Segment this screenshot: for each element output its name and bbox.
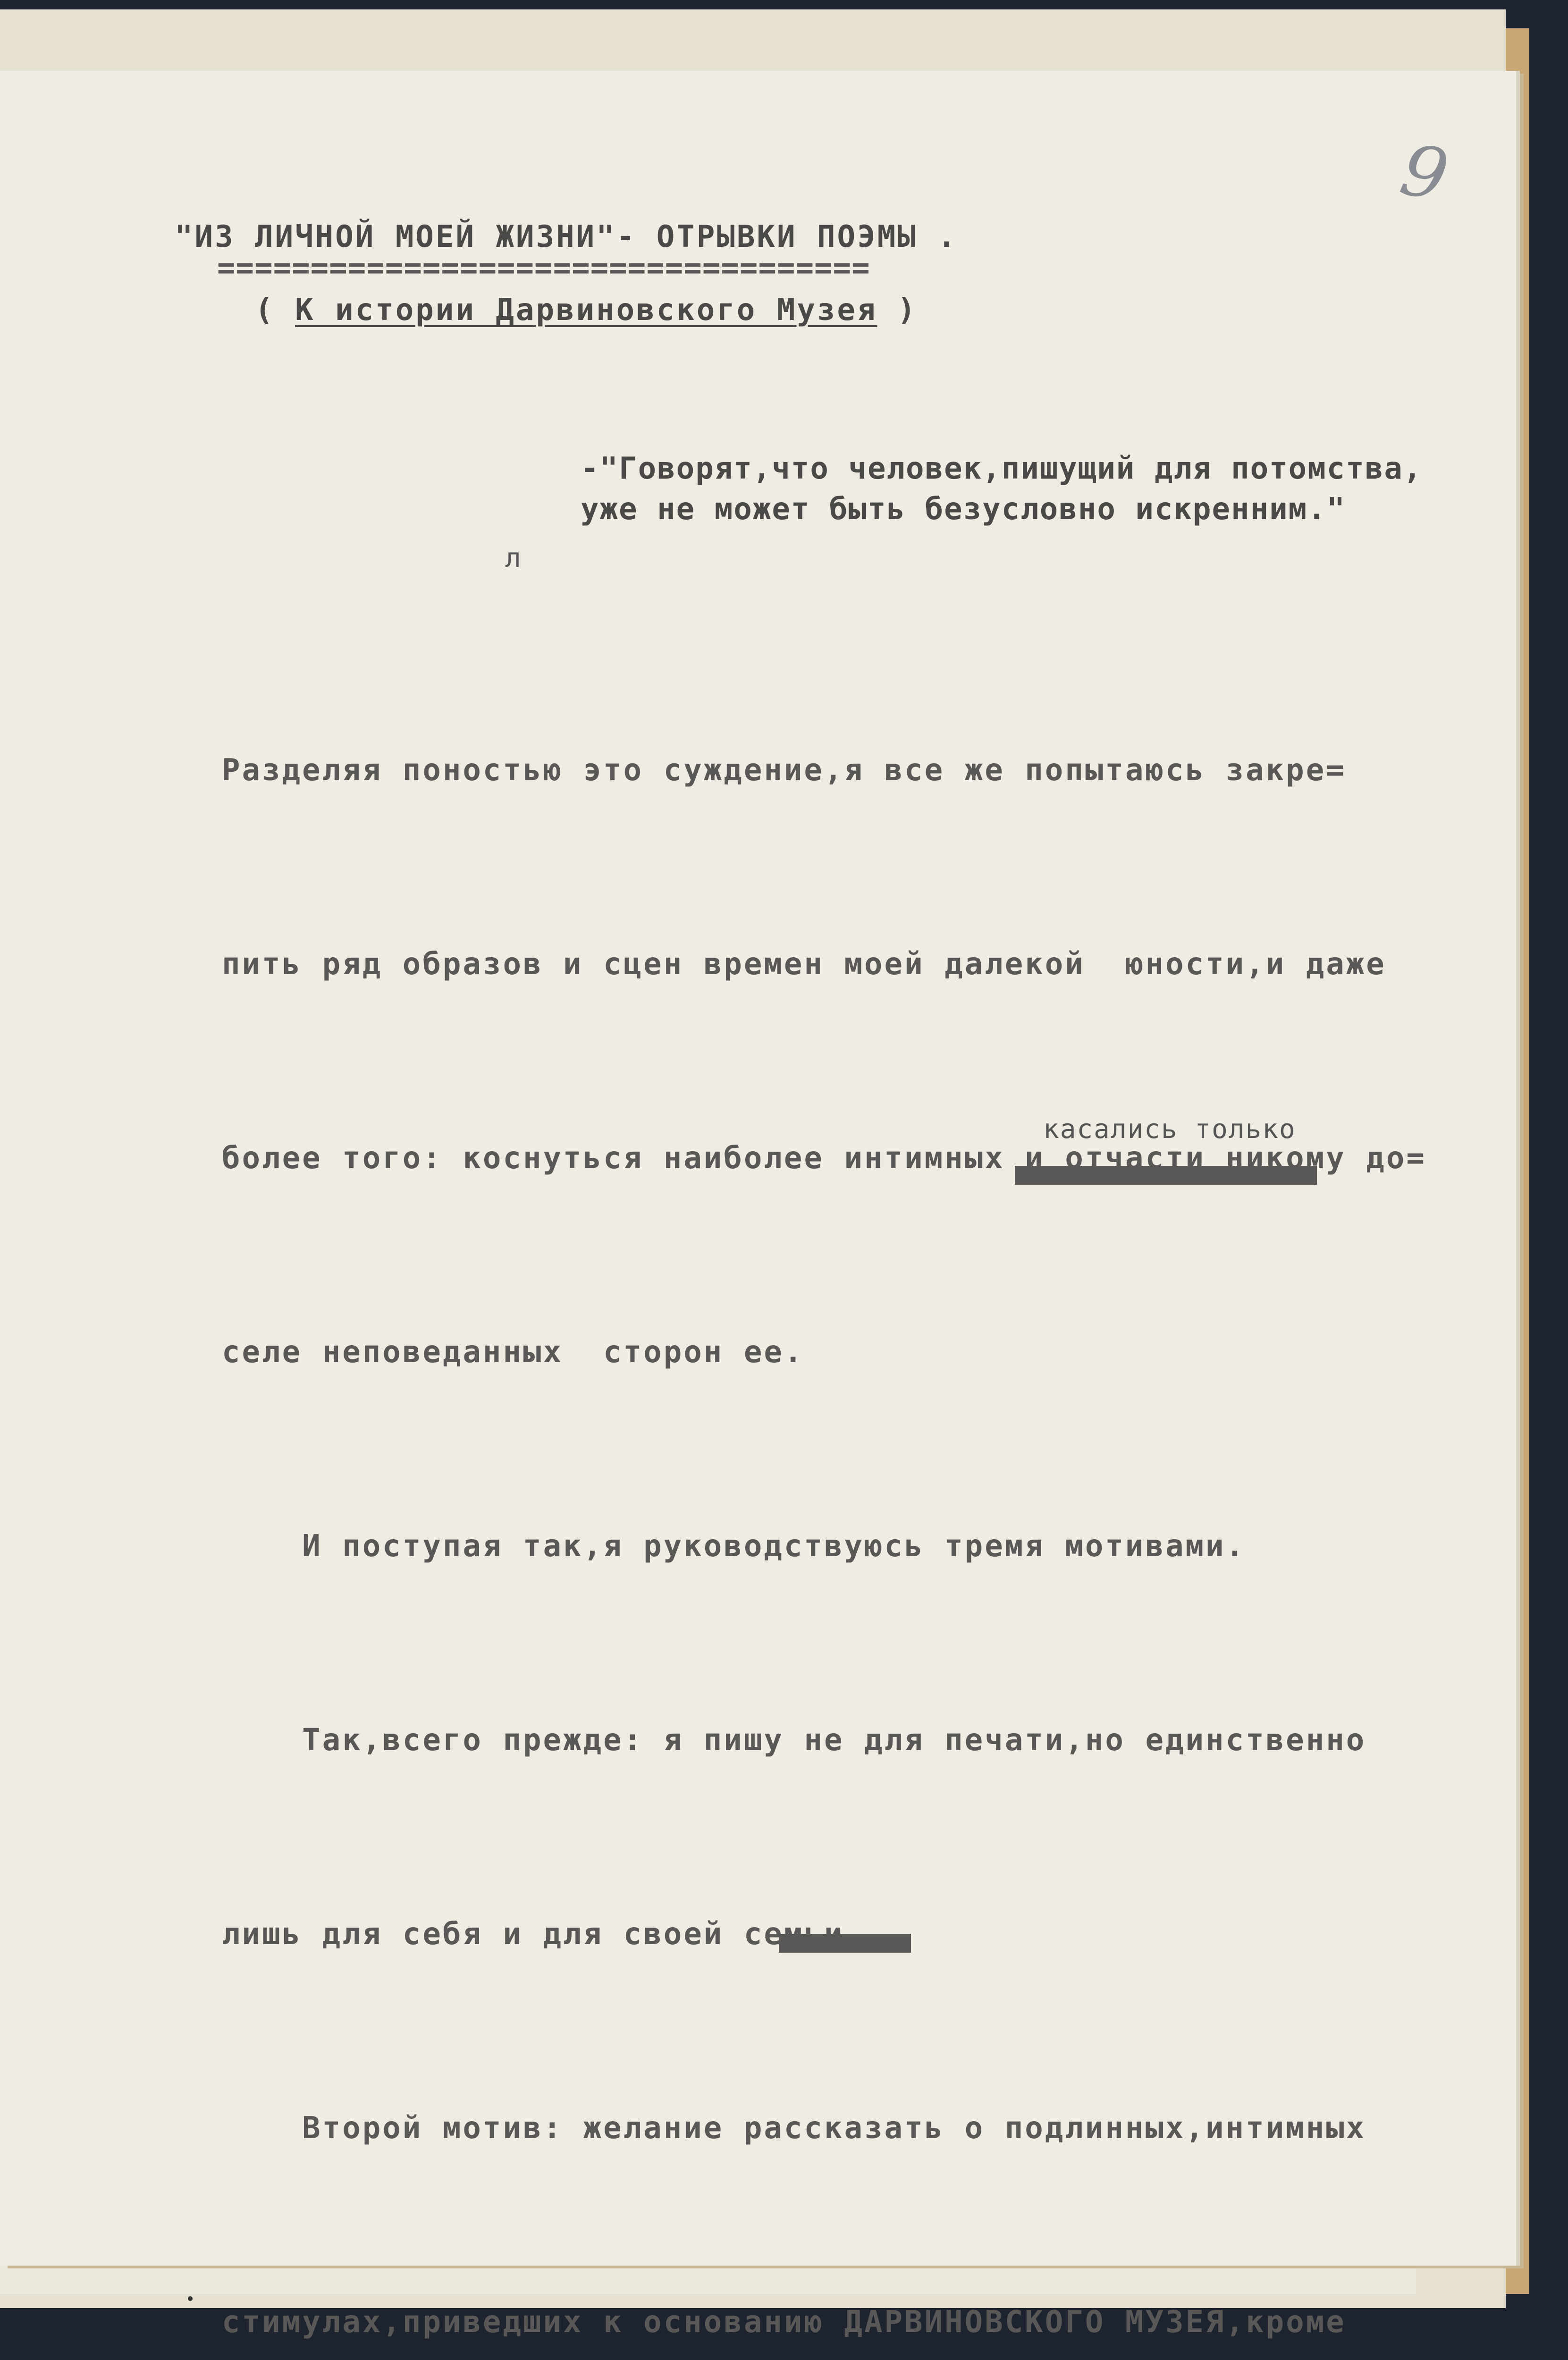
body-line: селе неповеданных сторон ее. [222, 1335, 804, 1370]
body-line: Разделяя поностью это суждение,я все же попытаюсь закре= [222, 753, 1346, 788]
inserted-letter: л [505, 543, 522, 573]
subtitle-close-paren: ) [897, 293, 918, 328]
subtitle-text: К истории Дарвиновского Музея [295, 293, 877, 328]
body-line: Второй мотив: желание рассказать о подлинных,интимных [222, 2111, 1366, 2146]
body-line: Так,всего прежде: я пишу не для печати,но единственно [222, 1723, 1366, 1758]
ink-dot [188, 2296, 193, 2301]
epigraph [581, 448, 1422, 530]
body-line: пить ряд образов и сцен времен моей далекой юности,и даже [222, 947, 1386, 982]
body-line: И поступая так,я руководствуюсь тремя мотивами. [222, 1529, 1246, 1564]
document-title: "ИЗ ЛИЧНОЙ МОЕЙ ЖИЗНИ"- ОТРЫВКИ ПОЭМЫ . [175, 219, 958, 254]
handwritten-page-number: 9 [1393, 128, 1455, 219]
epigraph-line: -"Говорят,что человек,пишущий для потомства, [581, 451, 1423, 486]
typewritten-page [0, 71, 1516, 2340]
epigraph-line: уже не может быть безусловно искренним." [581, 492, 1346, 527]
body-line: более того: коснуться наиболее интимных и отчасти никому до= [222, 1141, 1426, 1176]
body-line: лишь для себя и для своей семьи. [222, 1917, 864, 1952]
body-text [222, 609, 1426, 2360]
body-line: стимулах,приведших к основанию ДАРВИНОВСКОГО МУЗЕЯ,кроме [222, 2305, 1346, 2340]
inserted-phrase: касались только [1043, 1114, 1296, 1145]
document-subtitle [255, 293, 918, 328]
title-underline-rule: =================================== [217, 251, 870, 286]
subtitle-open-paren: ( [255, 293, 275, 328]
